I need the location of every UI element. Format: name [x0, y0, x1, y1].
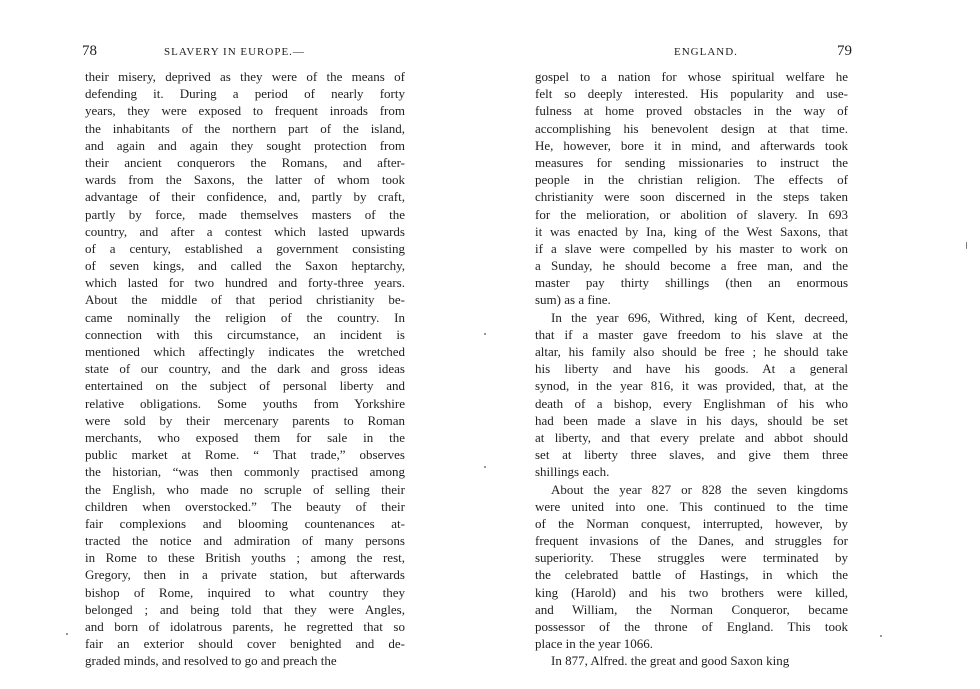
text-line: bishop of Rome, inquired to what country they: [85, 584, 405, 600]
text-line: gospel to a nation for whose spiritual welfare he: [535, 69, 848, 84]
scan-speck: [880, 635, 882, 637]
text-line: a Sunday, he should become a free man, and the: [535, 258, 848, 274]
text-line: fair complexions and blooming countenances at-: [85, 515, 405, 531]
text-line: merchants, who exposed them for sale in the: [85, 429, 405, 445]
text-line: frequent invasions of the Danes, and struggles for: [535, 533, 848, 549]
text-line: the historian, “was then commonly practised among: [85, 464, 405, 480]
text-line: which lasted for two hundred and forty-three years.: [85, 275, 405, 291]
scan-speck: [66, 633, 68, 635]
text-line: graded minds, and resolved to go and preach the: [85, 653, 337, 669]
text-line: were united into one. This continued to the time: [535, 498, 848, 514]
scan-speck: [484, 333, 486, 335]
scan-speck: [966, 242, 967, 249]
text-line: of a century, established a government consisting: [85, 240, 405, 256]
scan-speck: [484, 466, 486, 468]
text-line: it was enacted by Ina, king of the West Saxons, that: [535, 223, 848, 239]
text-line: if a slave were compelled by his master to work on: [535, 240, 848, 256]
text-line: people in the christian religion. The effects of: [535, 172, 848, 188]
text-line: set at liberty three slaves, and give them three: [535, 447, 848, 463]
text-line: wards from the Saxons, the latter of whom took: [85, 172, 405, 188]
text-line: defending it. During a period of nearly forty: [85, 86, 405, 102]
text-line: mentioned which affectingly indicates the wretched: [85, 344, 405, 359]
text-line: master pay thirty shillings (then an enormous: [535, 275, 848, 291]
text-line: came nominally the religion of the country. In: [85, 309, 405, 325]
left-page-text: [85, 68, 405, 670]
text-line: king (Harold) and his two brothers were killed,: [535, 584, 848, 600]
text-line: About the middle of that period christianity be-: [85, 292, 405, 308]
right-running-head: ENGLAND.: [674, 46, 738, 58]
text-line: and again and again they sought protection from: [85, 137, 405, 153]
text-line: state of our country, and the dark and gross ideas: [85, 361, 405, 377]
left-running-head: SLAVERY IN EUROPE.—: [164, 46, 305, 58]
text-line: and born of idolatrous parents, he regretted that so: [85, 619, 405, 634]
text-line: and William, the Norman Conqueror, became: [535, 601, 848, 617]
right-page: [490, 0, 980, 689]
text-line: fulness at home proved obstacles in the way of: [535, 103, 848, 119]
text-line: their ancient conquerors the Romans, and after-: [85, 154, 405, 170]
text-line: entertained on the subject of personal liberty and: [85, 378, 405, 394]
text-line: public market at Rome. “ That trade,” observes: [85, 447, 405, 463]
right-page-text: [535, 68, 848, 670]
text-line: accomplishing his benevolent design at that time.: [535, 120, 848, 136]
text-line: possessor of the throne of England. This took: [535, 619, 848, 634]
text-line: were sold by their mercenary parents to Roman: [85, 412, 405, 428]
text-line: had been made a slave in his days, should be set: [535, 412, 848, 428]
right-page-number: 79: [837, 43, 852, 59]
text-line: belonged ; and being told that they were Angles,: [85, 601, 405, 617]
right-page-header: [532, 43, 852, 66]
text-line: shillings each.: [535, 464, 610, 480]
text-line: of the Norman conquest, interrupted, however, by: [535, 515, 848, 531]
text-line: place in the year 1066.: [535, 636, 654, 652]
text-line: christianity were soon discerned in the steps taken: [535, 189, 848, 205]
text-line: his liberty and have his goods. At a general: [535, 361, 848, 377]
text-line: their misery, deprived as they were of the means of: [85, 69, 405, 84]
text-line: country, and after a contest which lasted upwards: [85, 223, 405, 239]
text-line: In 877, Alfred. the great and good Saxon king: [551, 653, 790, 669]
text-line: felt so deeply interested. His popularity and use-: [535, 86, 848, 102]
text-line: for the melioration, or abolition of slavery. In 693: [535, 206, 848, 222]
text-line: measures for sending missionaries to instruct the: [535, 154, 848, 170]
text-line: partly by force, made themselves masters of the: [85, 206, 405, 222]
text-line: sum) as a fine.: [535, 292, 611, 308]
text-line: relative obligations. Some youths from Yorkshire: [85, 395, 405, 411]
text-line: the inhabitants of the northern part of the island,: [85, 120, 405, 136]
text-line: tracted the notice and admiration of many persons: [85, 533, 405, 549]
text-line: altar, his family also should be free ; he should take: [535, 344, 848, 359]
text-line: children when overstocked.” The beauty of their: [85, 498, 405, 514]
text-line: years, they were exposed to frequent inroads from: [85, 103, 405, 119]
text-line: In the year 696, Withred, king of Kent, decreed,: [551, 309, 848, 325]
text-line: About the year 827 or 828 the seven kingdoms: [551, 481, 848, 497]
text-line: superiority. These struggles were terminated by: [535, 550, 848, 566]
text-line: Gregory, then in a private station, but afterwards: [85, 567, 405, 583]
text-line: death of a bishop, every Englishman of his who: [535, 395, 848, 411]
text-line: at liberty, and that every prelate and abbot should: [535, 429, 848, 445]
left-page-header: [82, 43, 416, 66]
text-line: of seven kings, and called the Saxon heptarchy,: [85, 258, 405, 274]
left-page-number: 78: [82, 43, 97, 59]
text-line: advantage of their confidence, and, partly by craft,: [85, 189, 405, 205]
text-line: connection with this circumstance, an incident is: [85, 326, 405, 342]
text-line: synod, in the year 816, it was provided, that, at the: [535, 378, 848, 394]
text-line: fair an exterior should cover benighted and de-: [85, 636, 405, 652]
text-line: the English, who made no scruple of selling their: [85, 481, 405, 497]
text-line: He, however, bore it in mind, and afterwards took: [535, 137, 848, 153]
text-line: that if a master gave freedom to his slave at the: [535, 326, 848, 342]
text-line: the celebrated battle of Hastings, in which the: [535, 567, 848, 583]
text-line: in Rome to these British youths ; among the rest,: [85, 550, 405, 566]
